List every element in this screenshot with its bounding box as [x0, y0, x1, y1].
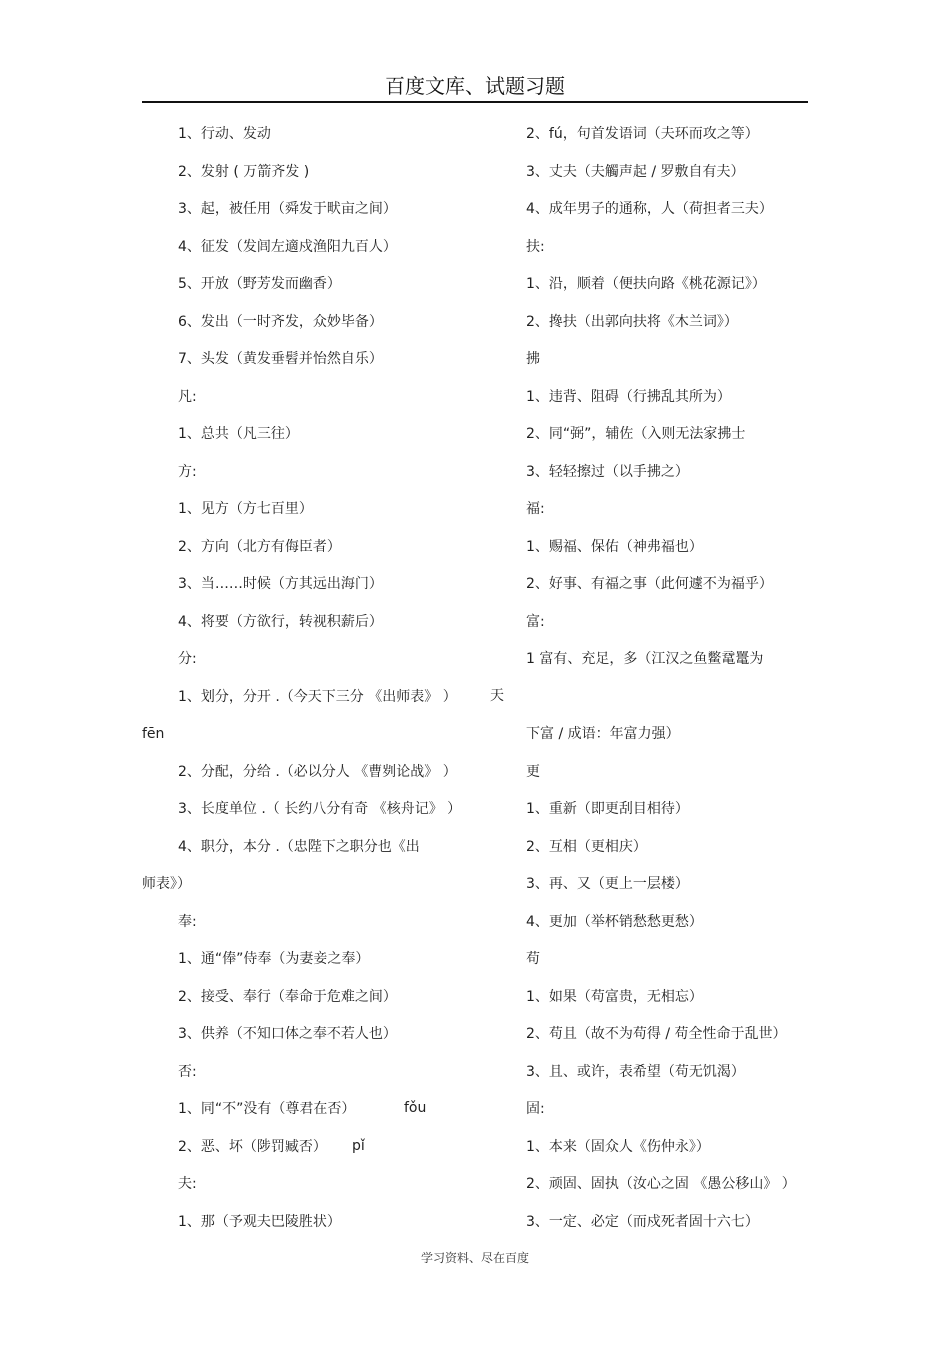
right_column-line: 3、丈夫（夫觸声起 / 罗敷自有夫） — [526, 164, 745, 180]
right_column-line: 2、苟且（故不为苟得 / 苟全性命于乱世） — [526, 1026, 787, 1042]
left_column-line: 凡: — [178, 389, 197, 405]
left_column-line: 1、通“俸”侍奉（为妻妾之奉） — [178, 951, 370, 967]
header-rule — [142, 101, 808, 103]
left_column-line: fēn — [142, 726, 165, 742]
left_column-line: 夫: — [178, 1176, 197, 1192]
right_column-line: 3、且、或许，表希望（苟无饥渴） — [526, 1064, 745, 1080]
left_column-line: 2、发射 ( 万箭齐发 ) — [178, 164, 310, 180]
left_column-line: 6、发出（一时齐发，众妙毕备） — [178, 314, 383, 330]
left_column-line: 4、将要（方欲行，转视积薪后） — [178, 614, 383, 630]
right_column-line: 2、fú，句首发语词（夫环而攻之等） — [526, 126, 759, 142]
right_column-line: 4、更加（举杯销愁愁更愁） — [526, 914, 703, 930]
right_column-line: 1、赐福、保佑（神弗福也） — [526, 539, 703, 555]
left_column-line: 1、总共（凡三往） — [178, 426, 299, 442]
left_column-line: 3、起，被任用（舜发于畎亩之间） — [178, 201, 397, 217]
right_column-line: 更 — [526, 764, 540, 780]
right_column-line: 1、重新（即更刮目相待） — [526, 801, 689, 817]
left_column-line: 奉: — [178, 914, 197, 930]
right_column-line: 1、沿，顺着（便扶向路《桃花源记》） — [526, 276, 766, 292]
right_column-line: 1 富有、充足，多（江汉之鱼鳖鼋鼍为 — [526, 651, 764, 667]
right_column-line: 2、好事、有福之事（此何遽不为福乎） — [526, 576, 773, 592]
left_column-line: 2、恶、坏（陟罚臧否） — [178, 1139, 327, 1155]
right_column-line: 3、轻轻擦过（以手拂之） — [526, 464, 689, 480]
right_column-line: 2、顽固、固执（汝心之固 《愚公移山》 ） — [526, 1176, 796, 1192]
left_column-line: 3、供养（不知口体之奉不若人也） — [178, 1026, 397, 1042]
left_column-line: 1、见方（方七百里） — [178, 501, 313, 517]
right_column-line: 3、一定、必定（而戍死者固十六七） — [526, 1214, 759, 1230]
right_column-line: 1、违背、阻碍（行拂乱其所为） — [526, 389, 731, 405]
left_column-line: 2、分配，分给 .（必以分人 《曹刿论战》 ） — [178, 764, 457, 780]
right_column-line: 3、再、又（更上一层楼） — [526, 876, 689, 892]
right_column-line: 扶: — [526, 239, 545, 255]
left_column-line: 方: — [178, 464, 197, 480]
right_column-line: 2、互相（更相庆） — [526, 839, 647, 855]
right_column-line: 下富 / 成语：年富力强） — [526, 726, 680, 742]
left_column-line: 1、同“不”没有（尊君在否） — [178, 1101, 356, 1117]
left_column-line: 2、接受、奉行（奉命于危难之间） — [178, 989, 397, 1005]
page-title: 百度文库、试题习题 — [385, 74, 565, 98]
left_column-line: 4、职分，本分 .（忠陛下之职分也《出 — [178, 839, 420, 855]
right_column-line: 4、成年男子的通称，人（荷担者三夫） — [526, 201, 773, 217]
right_column-line: 固: — [526, 1101, 545, 1117]
fou-pinyin: fǒu — [404, 1100, 427, 1116]
left_column-line: 5、开放（野芳发而幽香） — [178, 276, 341, 292]
left_column-line: 分: — [178, 651, 197, 667]
left_column-line: 3、长度单位 .（ 长约八分有奇 《核舟记》 ） — [178, 801, 462, 817]
right_column-line: 1、如果（苟富贵，无相忘） — [526, 989, 703, 1005]
left_column-line: 1、行动、发动 — [178, 126, 271, 142]
left_column-line: 4、征发（发闾左適戍渔阳九百人） — [178, 239, 397, 255]
left_column-line: 否: — [178, 1064, 197, 1080]
right_column-line: 拂 — [526, 351, 540, 367]
left_column-line: 7、头发（黄发垂髫并怡然自乐） — [178, 351, 383, 367]
pi-pinyin: pǐ — [352, 1138, 365, 1154]
right_column-line: 福: — [526, 501, 545, 517]
page-footer: 学习资料、尽在百度 — [420, 1251, 529, 1265]
left_column-line: 师表》） — [142, 876, 191, 892]
right_column-line: 1、本来（固众人《伤仲永》） — [526, 1139, 710, 1155]
right_column-line: 2、同“弼”，辅佐（入则无法家拂士 — [526, 426, 746, 442]
left_column-line: 3、当……时候（方其远出海门） — [178, 576, 383, 592]
tian-fragment: 天 — [490, 688, 504, 704]
right_column-line: 富: — [526, 614, 545, 630]
left_column-line: 1、划分，分开 .（今天下三分 《出师表》 ） — [178, 689, 457, 705]
right_column-line: 苟 — [526, 951, 540, 967]
left_column-line: 2、方向（北方有侮臣者） — [178, 539, 341, 555]
right_column-line: 2、搀扶（出郭向扶将《木兰词》） — [526, 314, 738, 330]
left_column-line: 1、那（予观夫巴陵胜状） — [178, 1214, 341, 1230]
